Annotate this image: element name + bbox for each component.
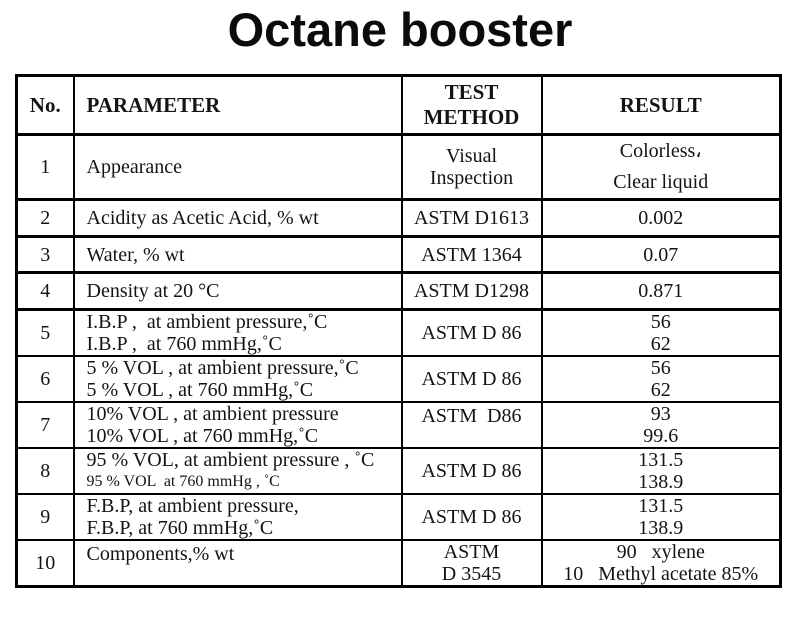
cell-result	[542, 135, 781, 200]
table-header-row	[17, 76, 781, 135]
row-number: 7	[40, 414, 51, 436]
cell-no	[17, 135, 74, 200]
result-line: 0.871	[638, 280, 684, 302]
parameter-line: 5 % VOL , at ambient pressure,˚C	[86, 357, 359, 379]
method-line: Inspection	[429, 167, 514, 189]
header-no	[17, 76, 74, 135]
table-row	[17, 494, 781, 540]
result-line: 90 xylene	[616, 541, 705, 563]
parameter-line: 95 % VOL at 760 mmHg , ˚C	[86, 473, 280, 490]
page	[0, 4, 800, 639]
header-test-method	[402, 76, 542, 135]
method-line: ASTM 1364	[421, 243, 522, 266]
cell-parameter	[74, 273, 402, 310]
row-number: 6	[40, 368, 51, 390]
row-number: 8	[40, 460, 51, 482]
parameter-line: 10% VOL , at ambient pressure	[86, 403, 339, 425]
table-row	[17, 540, 781, 587]
page-title: Octane booster	[227, 3, 573, 56]
cell-result	[542, 494, 781, 540]
cell-test-method	[402, 310, 542, 357]
cell-test-method	[402, 273, 542, 310]
row-number: 2	[40, 207, 51, 229]
cell-test-method	[402, 448, 542, 494]
method-line: ASTM D 86	[421, 368, 522, 390]
parameter-line: Appearance	[86, 156, 182, 178]
result-line: 56	[650, 311, 671, 333]
header-result-label: RESULT	[619, 92, 702, 117]
cell-no	[17, 494, 74, 540]
table-row	[17, 402, 781, 448]
result-line: 10 Methyl acetate 85%	[563, 563, 759, 585]
method-line: D 3545	[441, 563, 502, 585]
parameter-line: I.B.P , at 760 mmHg,˚C	[86, 333, 282, 355]
result-line: 62	[650, 379, 671, 401]
cell-parameter	[74, 200, 402, 237]
result-line: 138.9	[638, 471, 684, 493]
result-line: 131.5	[638, 449, 684, 471]
cell-test-method	[402, 494, 542, 540]
cell-no	[17, 200, 74, 237]
parameter-line: F.B.P, at 760 mmHg,˚C	[86, 517, 274, 539]
parameter-line: F.B.P, at ambient pressure,	[86, 495, 299, 517]
cell-parameter	[74, 356, 402, 402]
table-row	[17, 273, 781, 310]
parameter-line: Components,% wt	[86, 543, 235, 565]
results-table	[15, 74, 782, 588]
result-line: Clear liquid	[613, 171, 709, 193]
cell-result	[542, 402, 781, 448]
header-no-label: No.	[29, 92, 61, 117]
result-line: 0.07	[643, 243, 679, 266]
cell-no	[17, 356, 74, 402]
cell-parameter	[74, 402, 402, 448]
result-line: 131.5	[638, 495, 684, 517]
cell-result	[542, 200, 781, 237]
table-row	[17, 448, 781, 494]
cell-parameter	[74, 540, 402, 587]
cell-parameter	[74, 494, 402, 540]
cell-test-method	[402, 402, 542, 448]
result-line: 56	[650, 357, 671, 379]
cell-parameter	[74, 448, 402, 494]
cell-test-method	[402, 540, 542, 587]
table-row	[17, 200, 781, 237]
cell-parameter	[74, 135, 402, 200]
method-line: Visual	[445, 145, 497, 167]
cell-no	[17, 402, 74, 448]
header-test-method-line1: TEST	[444, 80, 499, 104]
cell-result	[542, 237, 781, 273]
result-line: Colorless،	[619, 140, 702, 162]
method-line: ASTM D 86	[421, 506, 522, 528]
parameter-line: Density at 20 °C	[86, 280, 220, 302]
result-line: 0.002	[638, 207, 684, 229]
cell-result	[542, 540, 781, 587]
cell-test-method	[402, 237, 542, 273]
row-number: 5	[40, 322, 51, 344]
method-line: ASTM D1298	[413, 280, 529, 302]
parameter-line: Acidity as Acetic Acid, % wt	[86, 207, 319, 229]
cell-no	[17, 448, 74, 494]
method-line: ASTM D86	[421, 405, 522, 427]
table-row	[17, 310, 781, 357]
method-line: ASTM D 86	[421, 322, 522, 344]
row-number: 3	[40, 243, 51, 266]
cell-test-method	[402, 200, 542, 237]
cell-parameter	[74, 237, 402, 273]
method-line: ASTM D1613	[413, 207, 529, 229]
result-line: 99.6	[643, 425, 679, 447]
table-row	[17, 237, 781, 273]
cell-no	[17, 540, 74, 587]
cell-result	[542, 273, 781, 310]
row-number: 1	[40, 156, 51, 178]
table-row	[17, 356, 781, 402]
header-test-method-line2: METHOD	[423, 105, 520, 129]
method-line: ASTM D 86	[421, 460, 522, 482]
table-row	[17, 135, 781, 200]
header-parameter-label: PARAMETER	[86, 92, 221, 117]
cell-parameter	[74, 310, 402, 357]
result-line: 138.9	[638, 517, 684, 539]
cell-no	[17, 273, 74, 310]
result-line: 62	[650, 333, 671, 355]
method-line: ASTM	[443, 541, 500, 563]
parameter-line: I.B.P , at ambient pressure,˚C	[86, 311, 328, 333]
cell-test-method	[402, 356, 542, 402]
header-result	[542, 76, 781, 135]
parameter-line: 95 % VOL, at ambient pressure , ˚C	[86, 449, 375, 471]
cell-no	[17, 310, 74, 357]
cell-no	[17, 237, 74, 273]
row-number: 4	[40, 280, 51, 302]
cell-result	[542, 310, 781, 357]
parameter-line: Water, % wt	[86, 243, 185, 266]
cell-result	[542, 448, 781, 494]
parameter-line: 5 % VOL , at 760 mmHg,˚C	[86, 379, 314, 401]
header-parameter	[74, 76, 402, 135]
cell-test-method	[402, 135, 542, 200]
parameter-line: 10% VOL , at 760 mmHg,˚C	[86, 425, 319, 447]
cell-result	[542, 356, 781, 402]
row-number: 9	[40, 506, 51, 528]
row-number: 10	[35, 552, 56, 574]
result-line: 93	[650, 403, 671, 425]
